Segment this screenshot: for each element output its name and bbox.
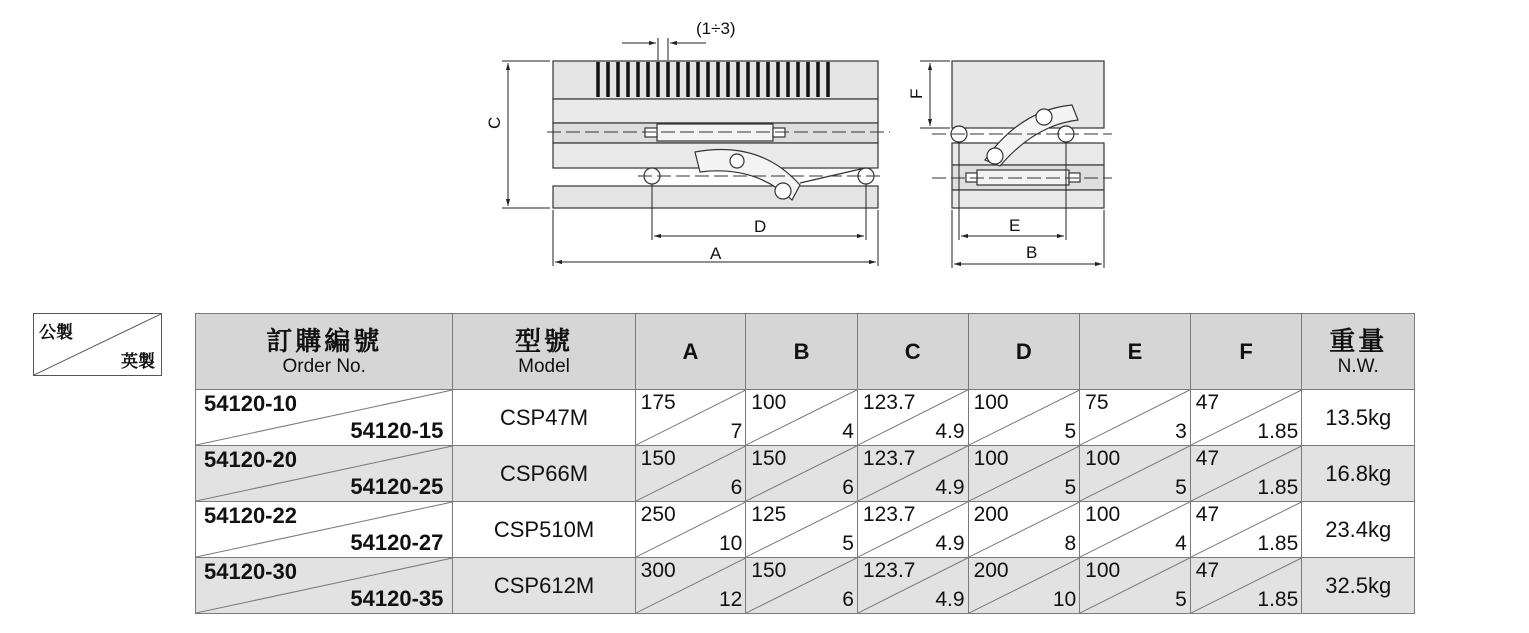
order-inch: 54120-27: [350, 530, 444, 555]
dim-c-metric: 123.7: [862, 503, 916, 526]
model-cell: CSP47M: [453, 390, 635, 446]
header-c-label: C: [904, 338, 921, 364]
dim-c-metric: 123.7: [862, 391, 916, 414]
dim-a-metric: 175: [640, 391, 676, 414]
header-d: [968, 314, 1080, 390]
dim-f-cell: [1190, 390, 1302, 446]
dim-f-inch: 1.85: [1257, 532, 1299, 555]
dim-f-metric: 47: [1195, 447, 1220, 470]
order-inch: 54120-25: [350, 474, 444, 499]
dim-b-cell: [746, 390, 858, 446]
table-row: [196, 502, 1529, 558]
header-b-label: B: [793, 338, 810, 364]
dim-a-cell: [635, 502, 746, 558]
dim-a-cell: [635, 558, 746, 614]
dim-e-inch: 3: [1175, 420, 1187, 443]
order-metric: 54120-22: [204, 503, 297, 528]
header-e: [1080, 314, 1191, 390]
dim-label-d: D: [754, 217, 767, 236]
dim-e-metric: 100: [1085, 559, 1121, 582]
dim-a-inch: 10: [718, 532, 743, 555]
dim-d-metric: 100: [973, 391, 1009, 414]
dim-e-inch: 5: [1175, 476, 1187, 499]
model-cell: CSP66M: [453, 446, 635, 502]
header-order-zh: 訂購編號: [266, 325, 383, 356]
weight-cell: 13.5kg: [1302, 390, 1415, 446]
dim-b-metric: 150: [751, 447, 787, 470]
order-cell: [196, 502, 453, 558]
dim-b-metric: 100: [751, 391, 787, 414]
header-b: [746, 314, 858, 390]
dim-d-cell: [968, 390, 1080, 446]
dim-a-inch: 12: [718, 588, 743, 611]
dim-c-inch: 4.9: [935, 588, 965, 611]
dim-c-metric: 123.7: [862, 447, 916, 470]
dim-a-cell: [635, 446, 746, 502]
order-inch: 54120-15: [350, 418, 444, 443]
header-weight-en: N.W.: [1337, 355, 1379, 377]
table-header-row: [196, 314, 1529, 390]
weight-cell: 32.5kg: [1302, 558, 1415, 614]
dim-c-inch: 4.9: [935, 476, 965, 499]
dim-f-cell: [1190, 558, 1302, 614]
dim-f-metric: 47: [1195, 559, 1220, 582]
dim-f-cell: [1190, 502, 1302, 558]
dim-f-metric: 47: [1195, 503, 1220, 526]
order-inch: 54120-35: [350, 586, 444, 611]
technical-drawing: [0, 0, 1529, 300]
dim-e-cell: [1080, 502, 1191, 558]
order-cell: [196, 558, 453, 614]
header-d-label: D: [1015, 338, 1032, 364]
dim-label-b: B: [1026, 243, 1038, 262]
header-order-en: Order No.: [282, 355, 366, 377]
dim-d-cell: [968, 502, 1080, 558]
order-metric: 54120-10: [204, 391, 297, 416]
front-view: [553, 61, 878, 208]
order-metric: 54120-30: [204, 559, 297, 584]
dim-b-inch: 4: [842, 420, 854, 443]
order-cell: [196, 390, 453, 446]
dim-b-inch: 5: [842, 532, 854, 555]
weight-cell: 23.4kg: [1302, 502, 1415, 558]
header-a: [635, 314, 746, 390]
dim-label-c: C: [485, 116, 504, 129]
header-e-label: E: [1127, 338, 1143, 364]
table-row: [196, 446, 1529, 502]
header-c: [857, 314, 968, 390]
header-model: [453, 314, 635, 390]
dim-e-cell: [1080, 558, 1191, 614]
dim-e-cell: [1080, 390, 1191, 446]
dim-b-metric: 125: [751, 503, 787, 526]
table-row: [196, 558, 1529, 614]
header-a-label: A: [682, 338, 699, 364]
dim-e-metric: 100: [1085, 503, 1121, 526]
weight-cell: 16.8kg: [1302, 446, 1415, 502]
table-row: [196, 390, 1529, 446]
dim-c-metric: 123.7: [862, 559, 916, 582]
dim-f-inch: 1.85: [1257, 588, 1299, 611]
pitch-label: (1÷3): [696, 19, 736, 38]
dim-a-inch: 7: [730, 420, 743, 443]
dim-f-inch: 1.85: [1257, 420, 1299, 443]
header-model-en: Model: [518, 355, 570, 377]
dim-label-a: A: [710, 244, 722, 263]
header-weight-zh: 重量: [1329, 325, 1388, 356]
order-metric: 54120-20: [204, 447, 297, 472]
dim-b-metric: 150: [751, 559, 787, 582]
dim-d-cell: [968, 446, 1080, 502]
dim-c-inch: 4.9: [935, 420, 965, 443]
dim-e-metric: 75: [1085, 391, 1109, 414]
header-model-zh: 型號: [515, 325, 574, 356]
dim-label-e: E: [1009, 216, 1021, 235]
dim-a-metric: 300: [640, 559, 676, 582]
model-cell: CSP612M: [453, 558, 635, 614]
dim-d-metric: 100: [973, 447, 1009, 470]
dim-e-metric: 100: [1085, 447, 1121, 470]
dim-f-metric: 47: [1195, 391, 1220, 414]
dim-label-f: F: [907, 88, 926, 99]
dim-d-metric: 200: [973, 503, 1009, 526]
dim-e-inch: 5: [1175, 588, 1187, 611]
header-weight: [1302, 314, 1415, 390]
dim-d-inch: 5: [1064, 476, 1077, 499]
dim-e-cell: [1080, 446, 1191, 502]
legend-metric: 公製: [39, 323, 73, 342]
dim-c-cell: [857, 502, 968, 558]
legend-inch: 英製: [121, 352, 155, 371]
dim-a-cell: [635, 390, 746, 446]
unit-legend: [33, 313, 162, 376]
dim-b-cell: [746, 558, 858, 614]
dim-c-cell: [857, 446, 968, 502]
dim-d-inch: 5: [1064, 420, 1077, 443]
dim-b-cell: [746, 502, 858, 558]
dim-d-inch: 8: [1064, 532, 1077, 555]
dim-f-inch: 1.85: [1257, 476, 1299, 499]
dim-c-cell: [857, 390, 968, 446]
dim-d-cell: [968, 558, 1080, 614]
dim-d-metric: 200: [973, 559, 1009, 582]
header-order-no: [196, 314, 453, 390]
dim-a-inch: 6: [730, 476, 743, 499]
dim-c-cell: [857, 558, 968, 614]
dim-d-inch: 10: [1052, 588, 1077, 611]
header-f-label: F: [1239, 338, 1253, 364]
header-f: [1190, 314, 1302, 390]
order-cell: [196, 446, 453, 502]
dim-c-inch: 4.9: [935, 532, 965, 555]
dim-b-inch: 6: [842, 588, 854, 611]
dim-f-cell: [1190, 446, 1302, 502]
spec-table: [195, 313, 1529, 614]
dim-a-metric: 150: [640, 447, 676, 470]
model-cell: CSP510M: [453, 502, 635, 558]
dim-e-inch: 4: [1175, 532, 1187, 555]
dim-b-cell: [746, 446, 858, 502]
dim-a-metric: 250: [640, 503, 676, 526]
dim-b-inch: 6: [842, 476, 854, 499]
